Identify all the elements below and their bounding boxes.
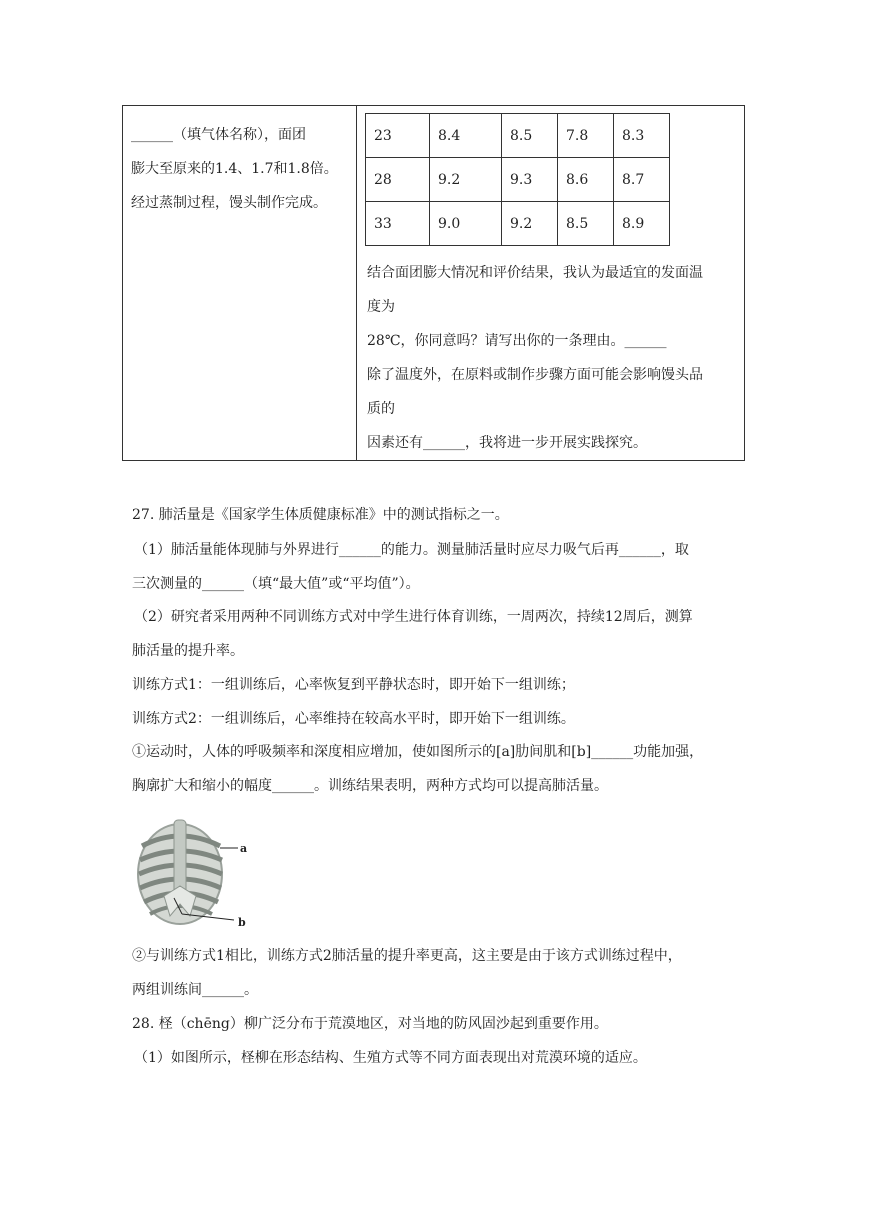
right-line-1: 结合面团膨大情况和评价结果，我认为最适宜的发面温 [367,265,703,281]
left-cell [131,118,351,220]
table-cell: 8.4 [430,114,502,158]
temperature-score-table [365,113,670,246]
q27-method1: 训练方式1：一组训练后，心率恢复到平静状态时，即开始下一组训练； [132,677,575,693]
table-cell: 9.0 [430,202,502,246]
q27-part1-line2: 三次测量的______（填“最大值”或“平均值”）。 [132,576,420,592]
q28-title: 28. 柽（chēng）柳广泛分布于荒漠地区，对当地的防风固沙起到重要作用。 [132,1016,608,1032]
experiment-table-box [122,105,745,461]
label-a: a [240,842,248,855]
q27-sub2-line1: ②与训练方式1相比，训练方式2肺活量的提升率更高，这主要是由于该方式训练过程中， [132,948,682,964]
table-cell: 8.5 [502,114,558,158]
table-cell: 8.5 [558,202,614,246]
table-row [366,202,670,246]
rib-cage-icon [134,816,254,928]
q27-method2: 训练方式2：一组训练后，心率维持在较高水平时，即开始下一组训练。 [132,711,575,727]
left-line-2: 膨大至原来的1.4、1.7和1.8倍。 [131,161,338,177]
left-line-3: 经过蒸制过程，馒头制作完成。 [131,195,327,211]
q27-sub1-line2: 胸廓扩大和缩小的幅度______。训练结果表明，两种方式均可以提高肺活量。 [132,778,608,794]
table-cell: 9.2 [430,158,502,202]
table-cell: 28 [366,158,430,202]
table-cell: 23 [366,114,430,158]
table-cell: 8.9 [614,202,670,246]
table-cell: 8.3 [614,114,670,158]
table-cell: 9.2 [502,202,558,246]
rib-cage-image [134,816,254,928]
table-cell: 8.7 [614,158,670,202]
left-line-1: ______（填气体名称），面团 [131,127,306,143]
table-cell: 9.3 [502,158,558,202]
right-line-2: 度为 [367,299,395,315]
column-divider [356,106,357,460]
q27-part2-line1: （2）研究者采用两种不同训练方式对中学生进行体育训练，一周两次，持续12周后，测算 [134,609,693,625]
table-cell: 7.8 [558,114,614,158]
table-row [366,158,670,202]
q27-sub2-line2: 两组训练间______。 [132,982,258,998]
right-line-4: 除了温度外，在原料或制作步骤方面可能会影响馒头品 [367,367,703,383]
q28-part1: （1）如图所示，柽柳在形态结构、生殖方式等不同方面表现出对荒漠环境的适应。 [134,1050,647,1066]
right-line-3: 28℃，你同意吗？请写出你的一条理由。______ [367,333,667,349]
table-row [366,114,670,158]
q27-sub1-line1: ①运动时，人体的呼吸频率和深度相应增加，使如图所示的[a]肋间肌和[b]______功能加强， [132,744,704,760]
right-line-5: 质的 [367,401,395,417]
table-cell: 8.6 [558,158,614,202]
q27-part2-line2: 肺活量的提升率。 [132,643,244,659]
table-cell: 33 [366,202,430,246]
q27-title: 27. 肺活量是《国家学生体质健康标准》中的测试指标之一。 [132,507,509,523]
right-cell-text [367,256,703,460]
label-b: b [238,916,246,928]
right-line-6: 因素还有______，我将进一步开展实践探究。 [367,435,647,451]
q27-part1-line1: （1）肺活量能体现肺与外界进行______的能力。测量肺活量时应尽力吸气后再______，取 [134,542,689,558]
